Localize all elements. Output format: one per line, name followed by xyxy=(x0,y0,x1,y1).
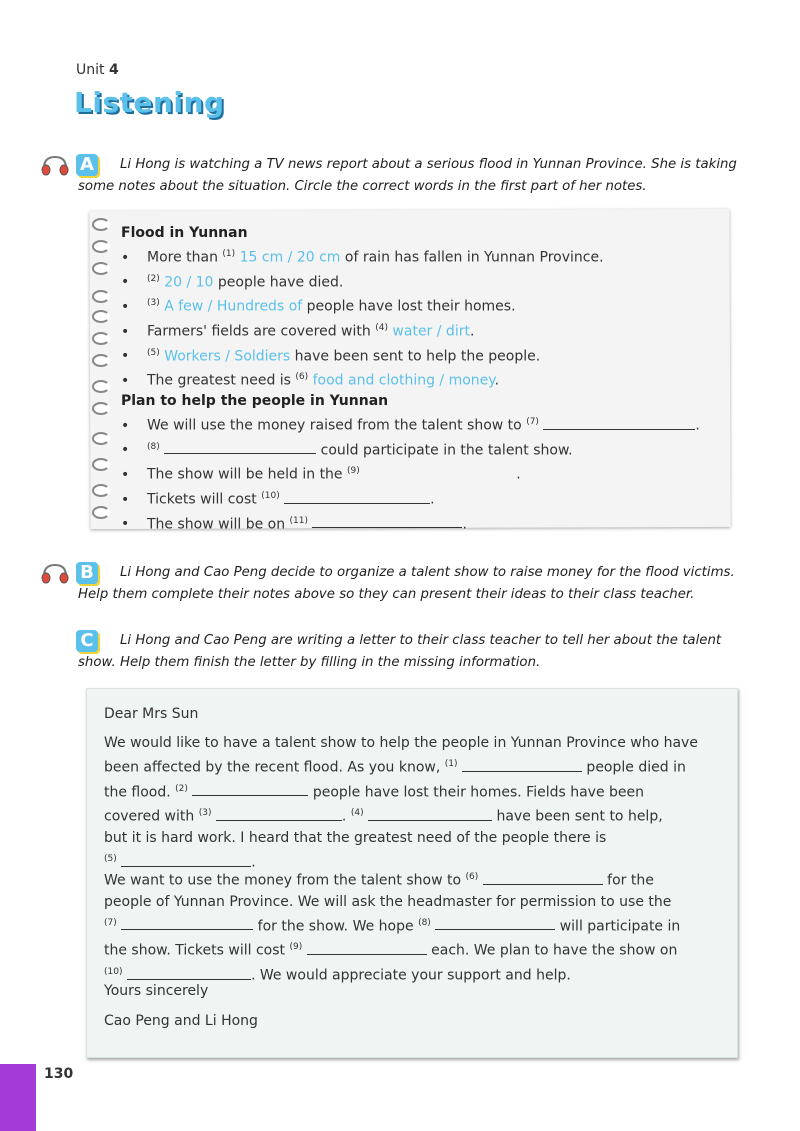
item-number: (8) xyxy=(147,441,160,452)
list-item xyxy=(121,367,604,392)
blank-number: (4) xyxy=(350,808,364,819)
list-item xyxy=(121,293,604,318)
item-number: (2) xyxy=(147,273,160,284)
bullet: • xyxy=(121,274,130,291)
letter-paragraph-1 xyxy=(104,733,724,874)
letter-text: the show. Tickets will cost xyxy=(104,942,286,959)
item-text: We will use the money raised from the talent show to xyxy=(147,417,527,434)
answer-blank[interactable] xyxy=(216,806,342,821)
blank-number: (6) xyxy=(465,872,479,882)
item-number: (9) xyxy=(347,466,360,477)
bullet: • xyxy=(121,417,130,434)
answer-choice[interactable]: water / dirt xyxy=(392,323,470,340)
blank-number: (9) xyxy=(289,942,303,953)
section-a-badge: A xyxy=(76,154,98,176)
answer-choice[interactable]: 20 / 10 xyxy=(164,274,214,291)
item-number: (1) xyxy=(222,249,236,259)
letter-text: people have lost their homes. Fields have been xyxy=(308,784,645,801)
unit-label xyxy=(76,62,119,78)
letter-salutation: Dear Mrs Sun xyxy=(104,706,199,722)
item-text: Farmers' fields are covered with xyxy=(147,323,376,340)
answer-blank[interactable] xyxy=(121,915,253,930)
answer-blank[interactable] xyxy=(307,940,427,955)
letter-line xyxy=(104,754,724,779)
letter-text: have been sent to help, xyxy=(492,808,663,825)
list-item xyxy=(121,343,604,368)
section-b-instruction-line1: Li Hong and Cao Peng decide to organize a talent show to raise money for the flood victims. xyxy=(120,565,735,580)
headphones-icon xyxy=(40,562,70,584)
item-text: . xyxy=(469,323,475,340)
letter-line: We would like to have a talent show to help the people in Yunnan Province who have xyxy=(104,735,698,751)
blank-number: (5) xyxy=(104,853,117,864)
item-text: people have died. xyxy=(213,274,344,291)
section-a-instruction-line2: some notes about the situation. Circle the correct words in the first part of her notes. xyxy=(78,179,647,194)
item-text: . xyxy=(516,466,521,483)
unit-number: 4 xyxy=(108,62,119,78)
item-number: (5) xyxy=(147,347,160,358)
spiral-ring xyxy=(92,484,110,497)
section-a-instruction-line1: Li Hong is watching a TV news report about a serious flood in Yunnan Province. She is taking xyxy=(120,157,737,172)
item-number: (11) xyxy=(289,515,309,526)
spiral-ring xyxy=(92,402,110,415)
list-item xyxy=(121,511,700,536)
blank-number: (10) xyxy=(104,966,123,977)
blank-number: (7) xyxy=(104,917,117,928)
letter-text: . xyxy=(251,854,256,871)
spiral-ring xyxy=(92,310,110,323)
letter-text: people died in xyxy=(581,759,686,776)
item-text: Tickets will cost xyxy=(147,491,262,508)
item-text: could participate in the talent show. xyxy=(316,442,573,459)
spiral-ring xyxy=(92,332,110,345)
letter-line: but it is hard work. I heard that the greatest need of the people there is xyxy=(104,829,607,846)
section-c-badge: C xyxy=(76,630,98,652)
item-number: (6) xyxy=(295,372,309,383)
spiral-ring xyxy=(92,290,110,303)
answer-blank[interactable] xyxy=(368,806,492,821)
item-number: (10) xyxy=(261,490,280,501)
item-text: people have lost their homes. xyxy=(302,298,516,315)
spiral-ring xyxy=(92,432,110,445)
item-text: of rain has fallen in Yunnan Province. xyxy=(340,249,604,266)
bullet: • xyxy=(121,491,130,508)
item-text: The show will be on xyxy=(147,516,290,533)
bullet: • xyxy=(121,442,130,459)
answer-blank[interactable] xyxy=(435,915,555,930)
answer-blank[interactable] xyxy=(284,489,430,504)
section-c-instruction-line2: show. Help them finish the letter by filling in the missing information. xyxy=(78,655,541,670)
headphones-icon xyxy=(40,154,70,176)
letter-text: will participate in xyxy=(555,918,681,935)
item-text: . xyxy=(695,417,700,434)
spiral-ring xyxy=(92,458,110,471)
letter-text: each. We plan to have the show on xyxy=(426,942,678,959)
answer-choice[interactable]: A few / Hundreds of xyxy=(164,298,303,315)
answer-choice[interactable]: 15 cm / 20 cm xyxy=(239,249,341,266)
answer-blank[interactable] xyxy=(483,870,603,885)
letter-closing: Yours sincerely xyxy=(104,983,209,999)
letter-text: been affected by the recent flood. As you know, xyxy=(104,759,441,776)
bullet: • xyxy=(121,348,130,365)
list-item xyxy=(121,461,700,486)
bullet: • xyxy=(121,516,130,533)
letter-text: We want to use the money from the talent show to xyxy=(104,872,462,889)
letter-line xyxy=(104,803,724,828)
item-text: . xyxy=(430,491,435,508)
unit-text: Unit xyxy=(76,62,105,78)
letter-text: for the show. We hope xyxy=(253,918,414,935)
bullet: • xyxy=(121,249,130,266)
item-number: (7) xyxy=(526,417,539,427)
bullet: • xyxy=(121,298,130,315)
list-item xyxy=(121,437,700,462)
blank-number: (3) xyxy=(198,808,212,819)
page-color-tab xyxy=(0,1064,36,1131)
page-number: 130 xyxy=(44,1066,74,1082)
list-item xyxy=(121,244,604,269)
bullet: • xyxy=(121,372,130,389)
spiral-ring xyxy=(92,506,110,519)
letter-line xyxy=(104,937,724,962)
item-text: . xyxy=(494,372,500,389)
answer-blank[interactable] xyxy=(543,415,695,430)
list-item xyxy=(121,269,604,294)
list-item xyxy=(121,318,604,343)
section-b-badge: B xyxy=(76,562,98,584)
item-number: (4) xyxy=(375,322,388,333)
item-text: The greatest need is xyxy=(147,372,296,389)
letter-signature: Cao Peng and Li Hong xyxy=(104,1013,258,1029)
letter-line xyxy=(104,867,724,892)
answer-blank[interactable] xyxy=(312,513,462,528)
notes-heading-flood: Flood in Yunnan xyxy=(121,225,248,241)
letter-text: covered with xyxy=(104,808,195,825)
letter-text: for the xyxy=(602,872,654,889)
item-text: . xyxy=(462,516,467,533)
bullet: • xyxy=(121,466,130,483)
item-number: (3) xyxy=(147,298,160,309)
section-c-instruction-line1: Li Hong and Cao Peng are writing a letter to their class teacher to tell her about the talent xyxy=(120,633,722,648)
letter-line xyxy=(104,779,724,804)
spiral-ring xyxy=(92,240,110,253)
letter-text: . We would appreciate your support and help. xyxy=(250,967,571,984)
notes-list-plan xyxy=(121,412,700,535)
answer-blank[interactable] xyxy=(192,781,308,796)
answer-choice[interactable]: food and clothing / money xyxy=(312,372,495,389)
answer-blank[interactable] xyxy=(462,757,582,772)
list-item xyxy=(121,412,700,437)
blank-number: (2) xyxy=(175,783,188,794)
letter-line: people of Yunnan Province. We will ask the headmaster for permission to use the xyxy=(104,893,672,910)
letter-line xyxy=(104,913,724,938)
notes-heading-plan: Plan to help the people in Yunnan xyxy=(121,393,389,409)
answer-blank[interactable] xyxy=(164,439,316,454)
item-text: More than xyxy=(147,249,223,266)
page-title: Listening xyxy=(74,86,225,119)
answer-blank[interactable] xyxy=(121,852,251,867)
answer-blank[interactable] xyxy=(127,965,251,980)
spiral-ring xyxy=(92,262,110,275)
letter-paragraph-2 xyxy=(104,867,724,987)
spiral-ring xyxy=(92,380,110,393)
spiral-ring xyxy=(92,218,110,231)
blank-number: (1) xyxy=(444,759,458,769)
section-b-instruction-line2: Help them complete their notes above so they can present their ideas to their class teacher. xyxy=(78,587,695,602)
letter-text: the flood. xyxy=(104,784,171,801)
item-text: The show will be held in the xyxy=(147,466,347,483)
letter-text: . xyxy=(341,808,347,825)
bullet: • xyxy=(121,323,130,340)
notes-list-flood xyxy=(121,244,604,392)
spiral-ring xyxy=(92,354,110,367)
list-item xyxy=(121,486,700,511)
item-text: have been sent to help the people. xyxy=(290,348,541,365)
answer-choice[interactable]: Workers / Soldiers xyxy=(164,348,291,365)
blank-number: (8) xyxy=(418,917,431,928)
